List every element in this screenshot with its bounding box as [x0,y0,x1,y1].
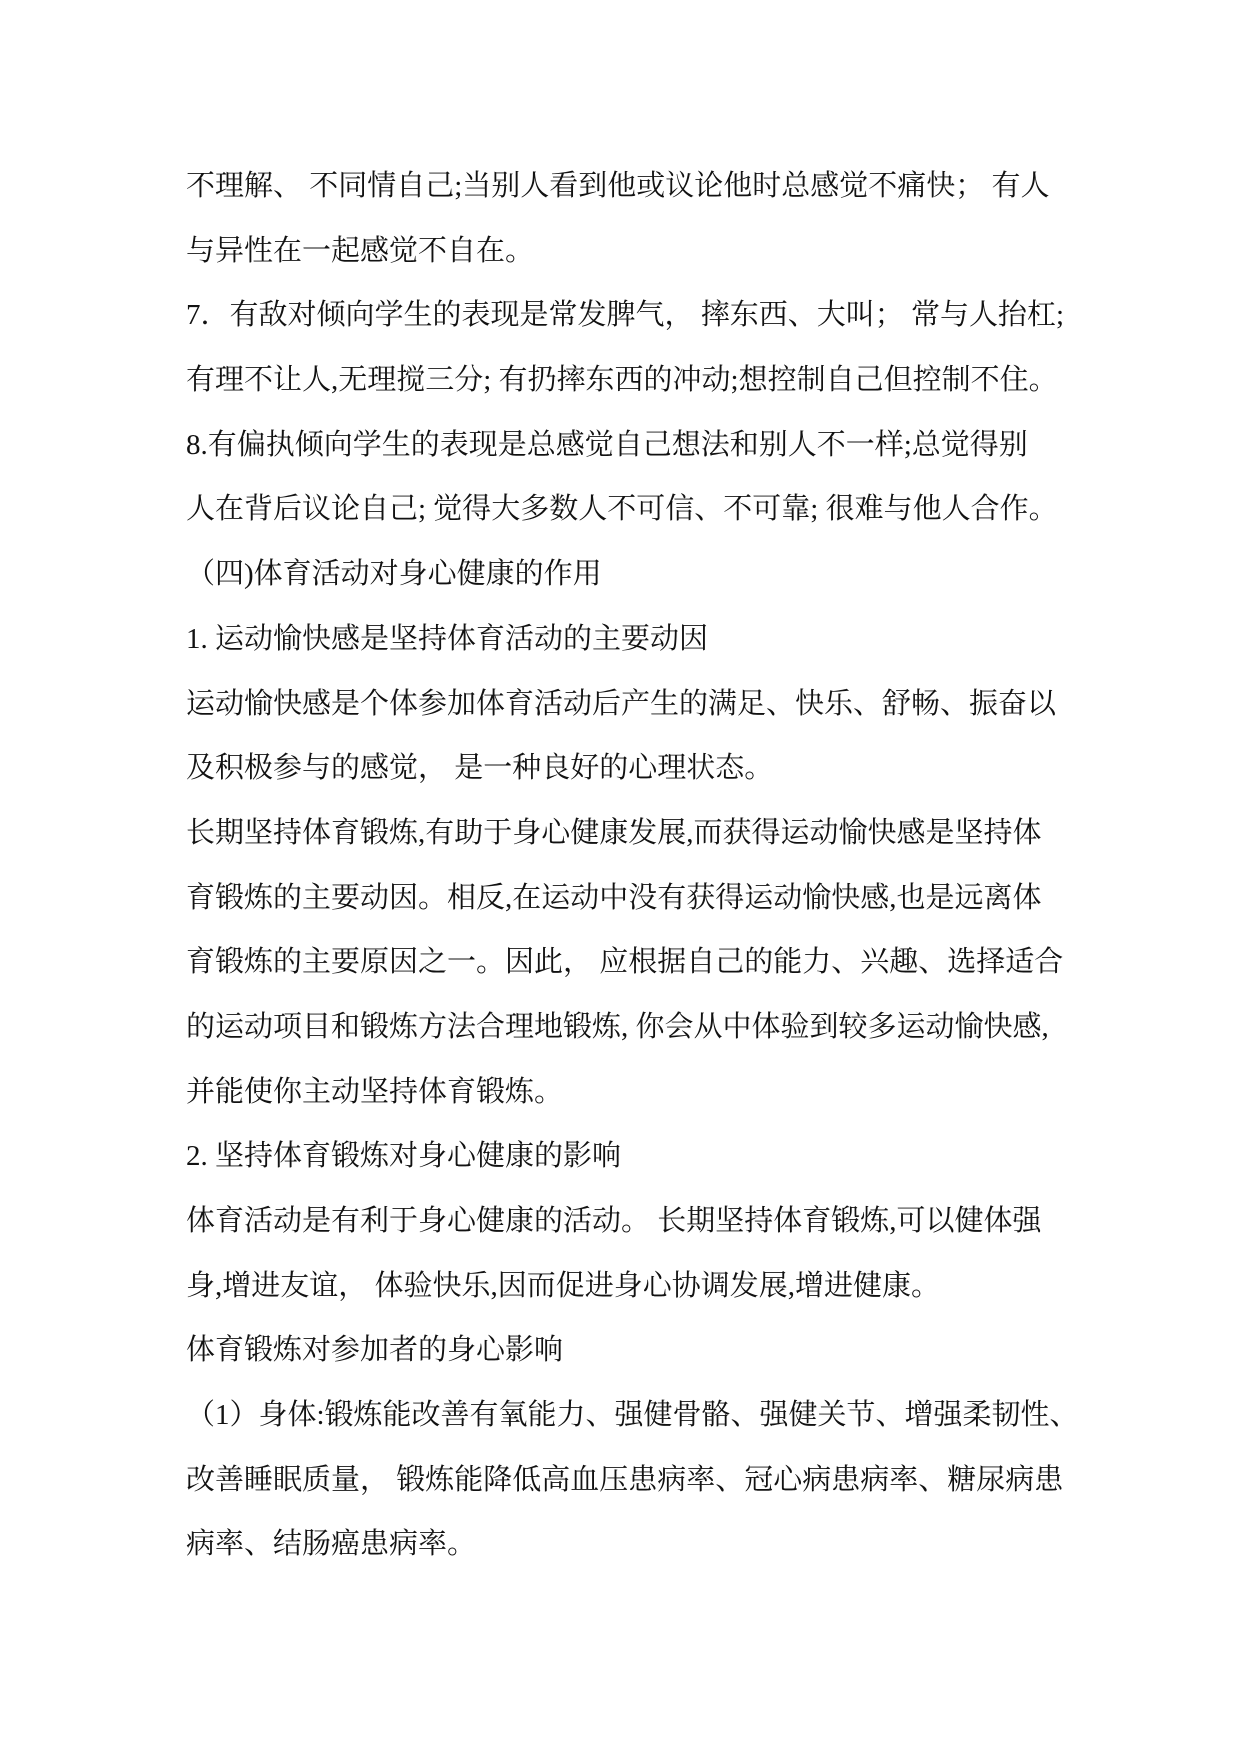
text-line: 7．有敌对倾向学生的表现是常发脾气， 摔东西、大叫； 常与人抬杠; [186,299,1065,332]
section-heading: （四)体育活动对身心健康的作用 [186,558,602,591]
text-line: 改善睡眠质量， 锻炼能降低高血压患病率、冠心病患病率、糖尿病患 [186,1463,1064,1496]
text-line: 8.有偏执倾向学生的表现是总感觉自己想法和别人不一样;总觉得别 [186,428,1028,461]
text-line: 病率、结肠癌患病率。 [186,1528,477,1561]
text-line: 及积极参与的感觉， 是一种良好的心理状态。 [186,752,774,785]
document-text-block [186,154,1086,1577]
subsection-heading: 1. 运动愉快感是坚持体育活动的主要动因 [186,622,709,655]
text-line: 与异性在一起感觉不自在。 [186,234,535,267]
text-line: 运动愉快感是个体参加体育活动后产生的满足、快乐、舒畅、振奋以 [186,687,1057,720]
text-line: 体育活动是有利于身心健康的活动。 长期坚持体育锻炼,可以健体强 [186,1205,1042,1237]
text-line: 有理不让人,无理搅三分; 有扔摔东西的冲动;想控制自己但控制不住。 [186,364,1058,397]
text-line: 育锻炼的主要原因之一。因此， 应根据自己的能力、兴趣、选择适合 [186,946,1064,979]
text-line: 人在背后议论自己; 觉得大多数人不可信、不可靠; 很难与他人合作。 [186,493,1058,526]
text-line: 身,增进友谊， 体验快乐,因而促进身心协调发展,增进健康。 [186,1269,941,1302]
text-line: 的运动项目和锻炼方法合理地锻炼, 你会从中体验到较多运动愉快感, [186,1010,1049,1043]
text-line: （1）身体:锻炼能改善有氧能力、强健骨骼、强健关节、增强柔韧性、 [186,1399,1079,1432]
text-line: 育锻炼的主要动因。相反,在运动中没有获得运动愉快感,也是远离体 [186,881,1042,914]
text-line: 并能使你主动坚持体育锻炼。 [186,1075,564,1108]
text-line: 体育锻炼对参加者的身心影响 [186,1334,564,1367]
text-line: 长期坚持体育锻炼,有助于身心健康发展,而获得运动愉快感是坚持体 [186,816,1042,849]
subsection-heading: 2. 坚持体育锻炼对身心健康的影响 [186,1140,622,1173]
text-line: 不理解、 不同情自己;当别人看到他或议论他时总感觉不痛快； 有人 [186,170,1050,202]
